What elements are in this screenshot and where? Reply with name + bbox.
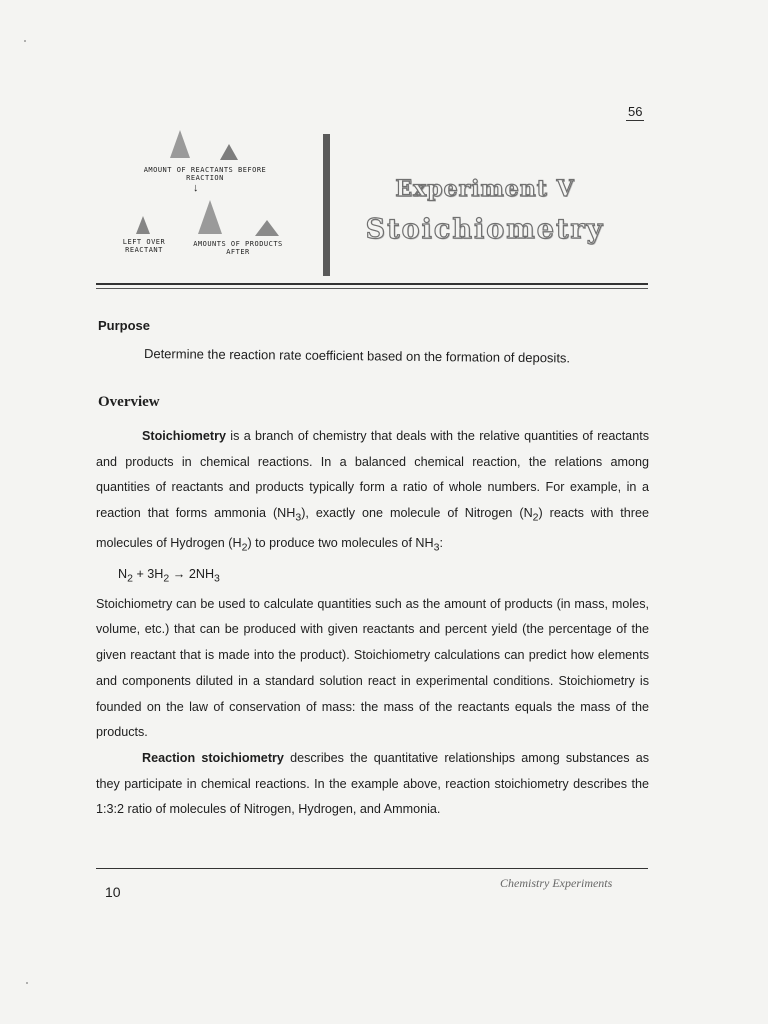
subscript: 2 [163,572,170,585]
reactant-triangle-small [220,144,238,160]
overview-body [96,424,649,823]
equation-term: N [118,566,128,581]
product-triangle-small [255,220,279,236]
paragraph-stoichiometry [96,424,649,562]
text-run: ) to produce two molecules of NH [247,536,434,551]
subscript: 3 [295,511,302,524]
subscript: 2 [241,541,248,554]
equation-term: → 2NH [169,566,215,581]
subscript: 2 [127,572,133,585]
reactant-triangle-large [170,130,190,158]
purpose-heading: Purpose [98,318,151,333]
overview-heading: Overview [98,394,160,410]
title-block [340,176,630,245]
text-run: is a branch of chemistry that deals with the relative quantities of reactants and products in chemical reactions. In a balanced chemical reaction, the relations among quantities of reactants and products typically form a ratio of whole numbers. For example, in a reaction that forms ammonia (NH [96,429,649,521]
paragraph-calculations: Stoichiometry can be used to calculate quantities such as the amount of products (in mass, moles, volume, etc.) that can be produced with given reactants and percent yield (the percentage of the given reactant that is made into the product). Stoichiometry calculations can predict how elements and components diluted in a standard solution react in experimental conditions. Stoichiometry is founded on the law of conservation of mass: the mass of the reactants equals the mass of the products. [96,596,649,740]
experiment-subtitle: Stoichiometry [365,214,605,245]
leftover-triangle [136,216,150,234]
term-stoichiometry: Stoichiometry [142,429,226,443]
label-leftover-reactant: LEFT OVER REACTANT [122,238,166,254]
reaction-arrow-icon: ↓ [193,182,199,194]
scan-speck [26,982,28,984]
paragraph-reaction-stoichiometry [96,746,649,823]
text-run: : [439,536,443,551]
subscript: 3 [214,572,220,585]
text-run: ), exactly one molecule of Nitrogen (N [301,506,533,521]
experiment-title: Experiment V [395,176,575,202]
subscript: 3 [433,541,440,554]
label-reactants-before: AMOUNT OF REACTANTS BEFORE REACTION [143,166,267,182]
footer-rule [96,868,648,869]
footer-book-title: Chemistry Experiments [500,876,613,890]
label-products-after: AMOUNTS OF PRODUCTS AFTER [193,240,283,256]
subscript: 2 [532,511,539,524]
text-run: describes the quantitative relationships among substances as they participate in chemical reactions. In the example above, reaction stoichiometry describes the 1:3:2 ratio of molecules of Nitrogen, Hydrogen, and Ammonia. [96,750,650,817]
header-divider [323,134,330,276]
page-number: 56 [628,104,643,119]
reaction-diagram [110,128,310,268]
header-rule-thin [96,288,648,289]
text-run: ) reacts with three molecules of Hydrogen (H [96,506,649,551]
scan-speck [24,40,26,42]
footer-page-number: 10 [105,884,121,900]
purpose-text: Determine the reaction rate coefficient based on the formation of deposits. [143,346,571,366]
chemical-equation [96,562,649,592]
product-triangle-large [198,200,222,234]
term-reaction-stoichiometry: Reaction stoichiometry [142,750,284,765]
header-rule [96,283,648,285]
equation-term: + 3H [132,566,164,581]
